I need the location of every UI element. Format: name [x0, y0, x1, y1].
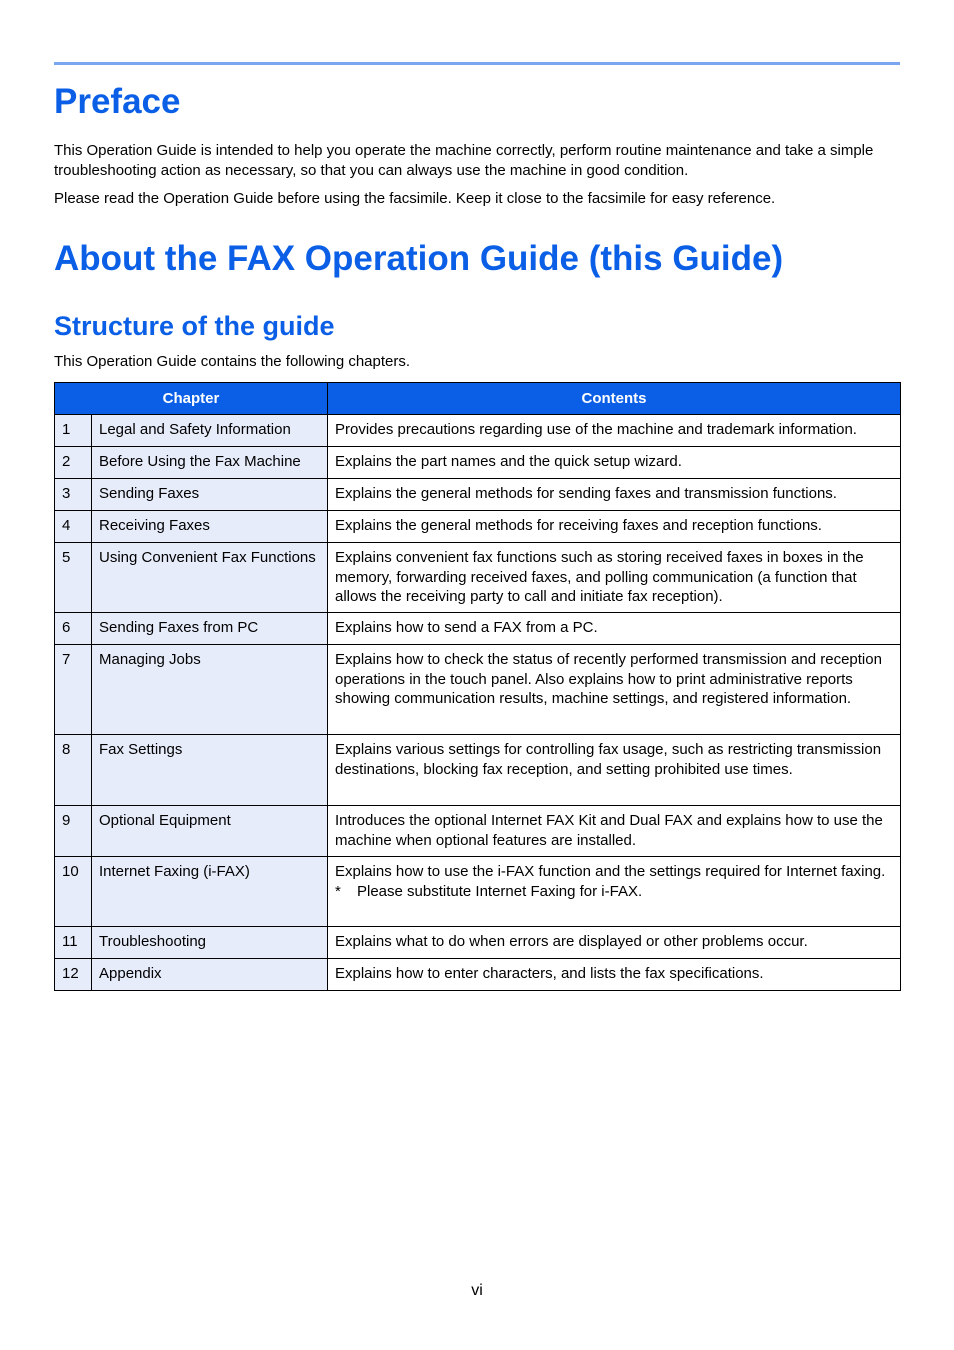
chapter-title: Optional Equipment [92, 806, 328, 857]
preface-heading: Preface [54, 82, 181, 121]
chapter-contents [328, 857, 901, 927]
note-asterisk: * [335, 882, 341, 900]
structure-heading: Structure of the guide [54, 311, 335, 341]
chapter-title: Managing Jobs [92, 645, 328, 735]
chapter-title: Sending Faxes from PC [92, 613, 328, 645]
table-row [55, 415, 901, 447]
chapter-number: 10 [55, 857, 92, 927]
table-row [55, 806, 901, 857]
table-row [55, 857, 901, 927]
chapter-contents [328, 415, 901, 447]
about-guide-heading: About the FAX Operation Guide (this Guide) [54, 239, 784, 278]
chapter-description: Introduces the optional Internet FAX Kit and Dual FAX and explains how to use the machine when optional features are installed. [335, 812, 883, 849]
chapter-title: Legal and Safety Information [92, 415, 328, 447]
chapter-title: Receiving Faxes [92, 511, 328, 543]
chapter-number: 11 [55, 927, 92, 959]
chapter-title: Fax Settings [92, 735, 328, 806]
chapter-number: 4 [55, 511, 92, 543]
chapter-contents [328, 645, 901, 735]
chapter-number: 8 [55, 735, 92, 806]
chapter-title: Appendix [92, 959, 328, 991]
chapter-number: 9 [55, 806, 92, 857]
chapter-number: 6 [55, 613, 92, 645]
chapter-contents [328, 806, 901, 857]
chapter-contents [328, 927, 901, 959]
chapter-title: Using Convenient Fax Functions [92, 543, 328, 613]
chapter-number: 5 [55, 543, 92, 613]
chapter-description: Explains the general methods for sending faxes and transmission functions. [335, 485, 837, 502]
chapter-number: 1 [55, 415, 92, 447]
chapter-note [335, 882, 893, 902]
chapter-title: Before Using the Fax Machine [92, 447, 328, 479]
preface-paragraph-1: This Operation Guide is intended to help you operate the machine correctly, perform routine maintenance and take a simple troubleshooting action as necessary, so that you can always use the machine in good condition. [54, 142, 874, 179]
chapter-description: Explains convenient fax functions such as storing received faxes in boxes in the memory, forwarding received faxes, and polling communication (a function that allows the receiving party to call and initiate fax reception). [335, 549, 864, 605]
table-row [55, 927, 901, 959]
table-row [55, 959, 901, 991]
table-row [55, 735, 901, 806]
chapter-description: Explains what to do when errors are displayed or other problems occur. [335, 933, 808, 950]
chapter-contents [328, 543, 901, 613]
top-rule [54, 62, 900, 65]
table-row [55, 479, 901, 511]
preface-paragraph-2: Please read the Operation Guide before using the facsimile. Keep it close to the facsimile for easy reference. [54, 190, 776, 207]
chapter-contents [328, 511, 901, 543]
chapter-description: Explains how to enter characters, and lists the fax specifications. [335, 965, 764, 982]
chapters-table [54, 382, 901, 991]
table-header-row [55, 383, 901, 415]
chapter-number: 12 [55, 959, 92, 991]
chapter-title: Internet Faxing (i-FAX) [92, 857, 328, 927]
chapter-contents [328, 735, 901, 806]
table-row [55, 543, 901, 613]
chapter-description: Explains the general methods for receiving faxes and reception functions. [335, 517, 822, 534]
chapter-title: Troubleshooting [92, 927, 328, 959]
page-number: vi [471, 1282, 483, 1299]
chapter-contents [328, 613, 901, 645]
chapter-description: Explains how to send a FAX from a PC. [335, 619, 598, 636]
chapter-title: Sending Faxes [92, 479, 328, 511]
chapter-description: Explains various settings for controlling fax usage, such as restricting transmission destinations, blocking fax reception, and setting prohibited use times. [335, 741, 882, 778]
chapter-number: 7 [55, 645, 92, 735]
table-row [55, 511, 901, 543]
chapter-description: Explains how to use the i-FAX function and the settings required for Internet faxing. [335, 863, 886, 880]
chapter-contents [328, 959, 901, 991]
chapter-description: Explains the part names and the quick setup wizard. [335, 453, 682, 470]
chapter-column-header: Chapter [55, 383, 328, 415]
chapter-contents [328, 447, 901, 479]
contents-column-header: Contents [328, 383, 901, 415]
chapter-number: 2 [55, 447, 92, 479]
chapter-contents [328, 479, 901, 511]
table-row [55, 613, 901, 645]
note-text: Please substitute Internet Faxing for i-FAX. [357, 882, 643, 900]
chapter-description: Explains how to check the status of recently performed transmission and reception operations in the touch panel. Also explains how to print administrative reports showing communication results, machine settings, and registered information. [335, 651, 882, 707]
table-row [55, 645, 901, 735]
chapter-rows [55, 415, 901, 991]
table-row [55, 447, 901, 479]
structure-intro: This Operation Guide contains the following chapters. [54, 353, 411, 370]
chapter-number: 3 [55, 479, 92, 511]
chapter-description: Provides precautions regarding use of the machine and trademark information. [335, 421, 857, 438]
